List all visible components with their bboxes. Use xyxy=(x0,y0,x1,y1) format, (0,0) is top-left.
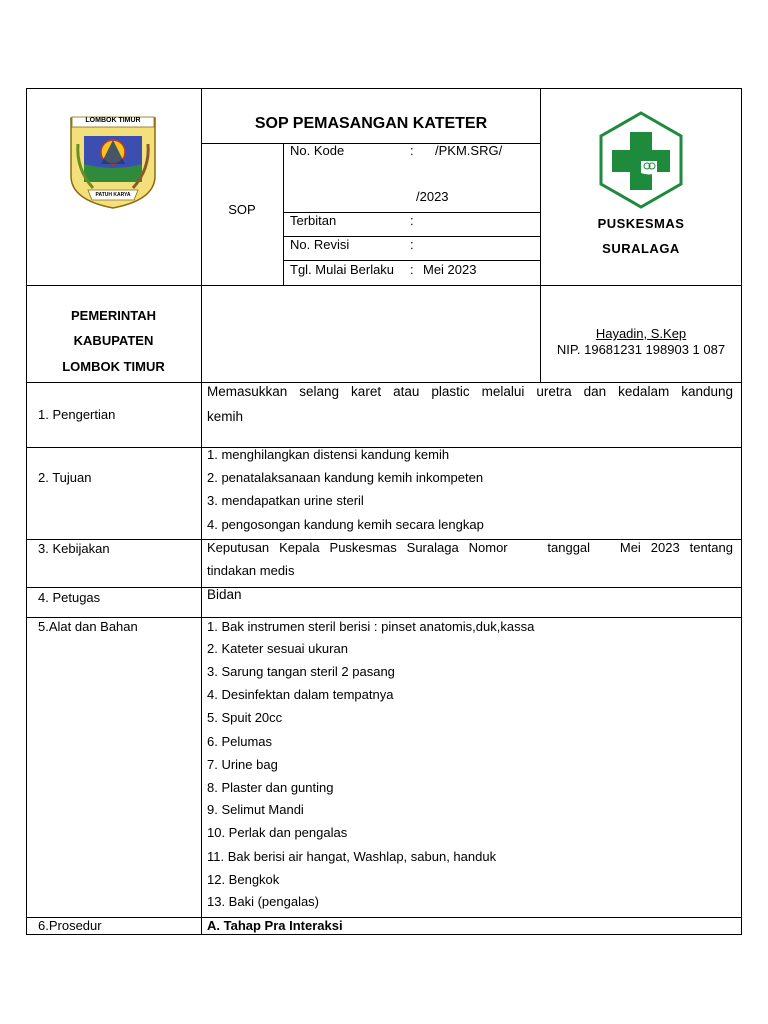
org-name-line1: PUSKESMAS xyxy=(597,216,685,231)
tgl-value: Mei 2023 xyxy=(423,262,477,277)
border-kebijakan-bottom xyxy=(26,587,742,588)
petugas-label: 4. Petugas xyxy=(38,590,101,605)
list-item: 5. Spuit 20cc xyxy=(207,710,283,725)
border-top xyxy=(26,88,742,89)
puskesmas-cross-icon xyxy=(597,110,685,210)
border-meta-col xyxy=(283,143,284,286)
list-item: 4. Desinfektan dalam tempatnya xyxy=(207,687,394,702)
org-name-line2: SURALAGA xyxy=(602,241,680,256)
gov-line2: KABUPATEN xyxy=(73,333,154,348)
no-revisi-label: No. Revisi xyxy=(290,237,350,252)
tujuan-label: 2. Tujuan xyxy=(38,470,92,485)
border-meta-row3 xyxy=(283,260,541,261)
pengertian-line2: kemih xyxy=(207,409,244,424)
list-item: 1. menghilangkan distensi kandung kemih xyxy=(207,447,450,462)
alat-label: 5.Alat dan Bahan xyxy=(38,619,138,634)
list-item: 9. Selimut Mandi xyxy=(207,802,304,817)
border-sign-bottom xyxy=(26,382,742,383)
border-alat-bottom xyxy=(26,917,742,918)
list-item: 4. pengosongan kandung kemih secara lengkap xyxy=(207,517,484,532)
tgl-label: Tgl. Mulai Berlaku xyxy=(290,262,395,277)
border-left xyxy=(26,88,27,935)
puskesmas-logo xyxy=(597,110,685,210)
kebijakan-line1: Keputusan Kepala Puskesmas Suralaga Nomor tanggal Mei 2023 tentang xyxy=(207,540,733,555)
terbitan-sep: : xyxy=(410,213,414,228)
terbitan-label: Terbitan xyxy=(290,213,337,228)
signer-name: Hayadin, S.Kep xyxy=(595,326,687,341)
signer-nip: NIP. 19681231 198903 1 087 xyxy=(556,342,726,357)
no-kode-label: No. Kode xyxy=(290,143,345,158)
list-item: 6. Pelumas xyxy=(207,734,273,749)
prosedur-value: A. Tahap Pra Interaksi xyxy=(207,918,343,933)
logo-text-top: LOMBOK TIMUR xyxy=(85,117,141,124)
list-item: 1. Bak instrumen steril berisi : pinset anatomis,duk,kassa xyxy=(207,619,535,634)
petugas-value: Bidan xyxy=(207,587,242,602)
list-item: 2. penatalaksanaan kandung kemih inkompeten xyxy=(207,470,484,485)
no-kode-year: /2023 xyxy=(416,189,449,204)
kebijakan-line2: tindakan medis xyxy=(207,563,295,578)
list-item: 11. Bak berisi air hangat, Washlap, sabun, handuk xyxy=(207,849,497,864)
no-kode-sep: : xyxy=(410,143,414,158)
list-item: 8. Plaster dan gunting xyxy=(207,780,334,795)
list-item: 3. Sarung tangan steril 2 pasang xyxy=(207,664,395,679)
logo-text-bottom: PATUH KARYA xyxy=(95,192,131,198)
gov-line1: PEMERINTAH xyxy=(71,308,156,323)
list-item: 3. mendapatkan urine steril xyxy=(207,493,364,508)
list-item: 2. Kateter sesuai ukuran xyxy=(207,641,348,656)
sop-label: SOP xyxy=(228,202,256,217)
lombok-timur-logo xyxy=(68,114,158,210)
border-petugas-bottom xyxy=(26,617,742,618)
no-revisi-sep: : xyxy=(410,237,414,252)
list-item: 13. Baki (pengalas) xyxy=(207,894,320,909)
kebijakan-label: 3. Kebijakan xyxy=(38,541,110,556)
prosedur-label: 6.Prosedur xyxy=(38,918,102,933)
tgl-sep: : xyxy=(410,262,414,277)
gov-line3: LOMBOK TIMUR xyxy=(62,359,165,374)
pengertian-line1: Memasukkan selang karet atau plastic melalui uretra dan kedalam kandung xyxy=(207,384,733,399)
border-bottom xyxy=(26,934,742,935)
border-right xyxy=(741,88,742,935)
pengertian-label: 1. Pengertian xyxy=(38,407,116,422)
list-item: 12. Bengkok xyxy=(207,872,280,887)
no-kode-value: /PKM.SRG/ xyxy=(435,143,503,158)
list-item: 7. Urine bag xyxy=(207,757,278,772)
border-header-bottom xyxy=(26,285,742,286)
document-title: SOP PEMASANGAN KATETER xyxy=(254,115,488,132)
list-item: 10. Perlak dan pengalas xyxy=(207,825,348,840)
